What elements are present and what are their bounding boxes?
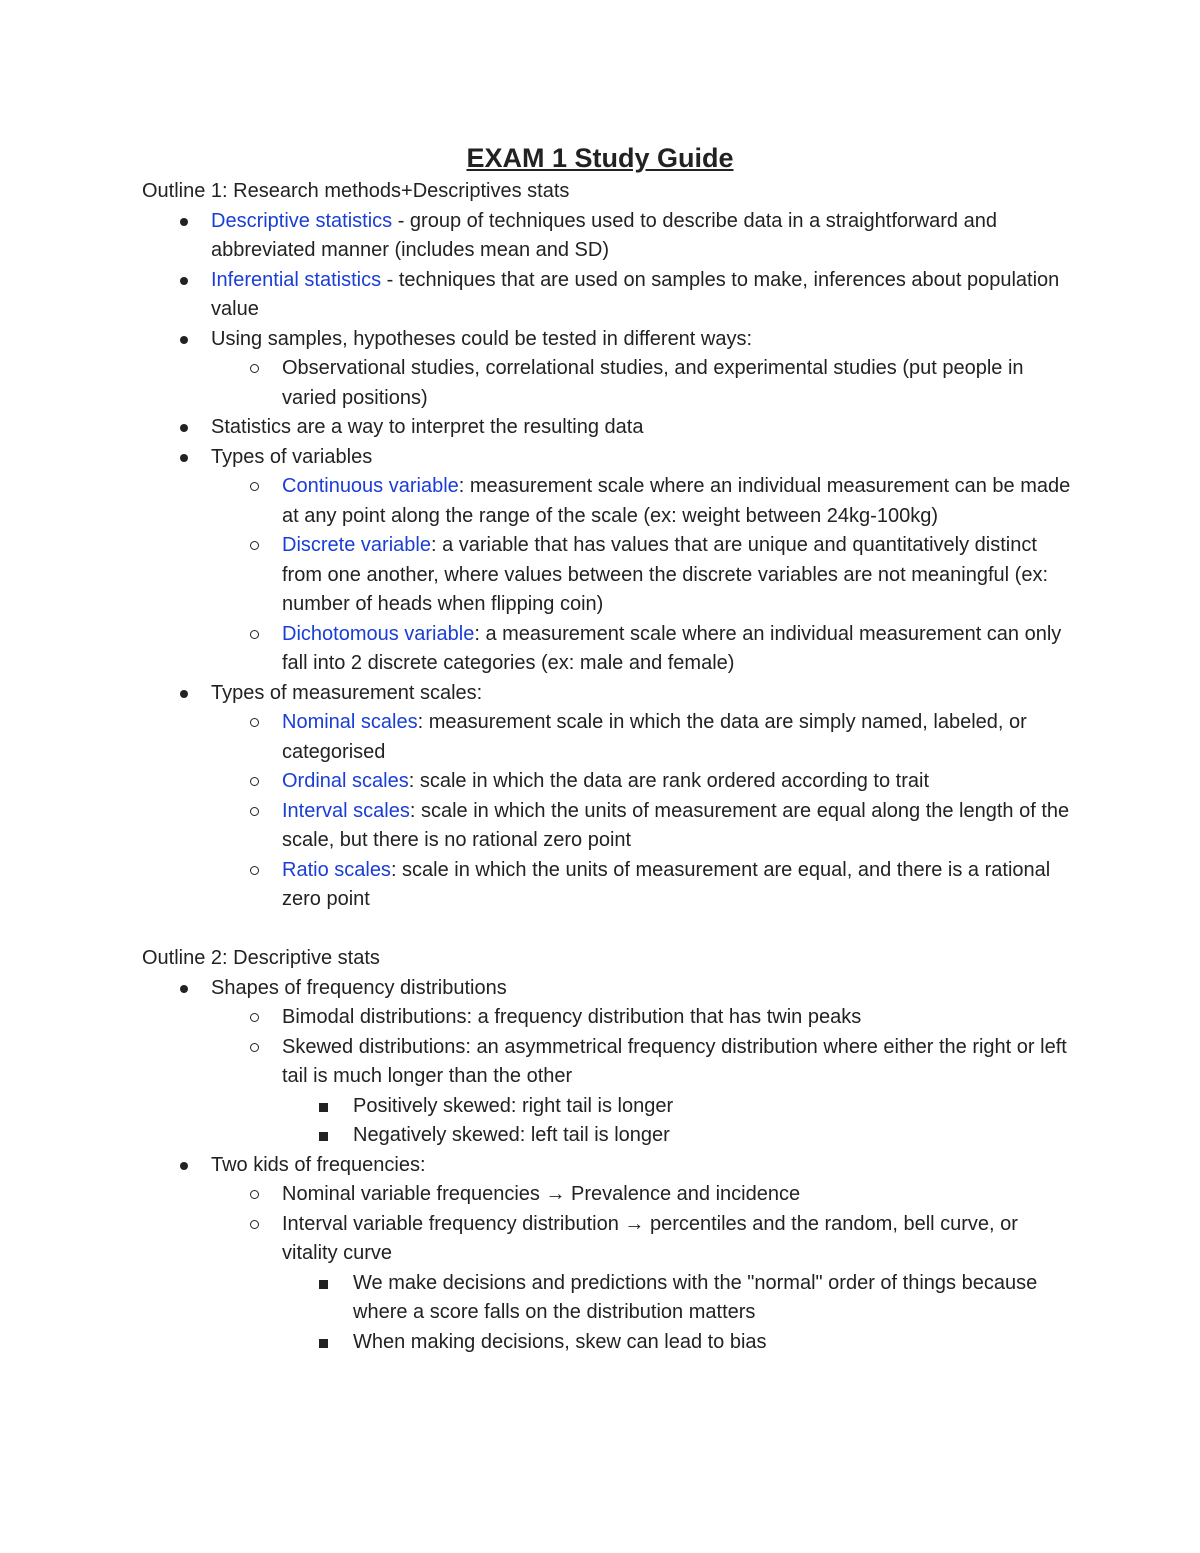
bullet-icon (180, 985, 188, 993)
term-label: Ordinal scales (282, 770, 409, 792)
hollow-bullet-icon (250, 807, 259, 816)
definition-text: : a measurement scale where an individual measurement can only fall into 2 discrete categories (ex: male and female) (282, 622, 1062, 674)
outline-1-list (142, 207, 1072, 915)
item-text: Nominal variable frequencies → Prevalence and incidence (282, 1183, 801, 1205)
item-text: Interval variable frequency distribution → percentiles and the random, bell curve, or vitality curve (282, 1212, 1018, 1264)
document-body (142, 177, 1072, 1357)
item-text: Types of measurement scales: (211, 681, 483, 704)
item-text: Statistics are a way to interpret the resulting data (211, 416, 644, 438)
list-item (142, 708, 1072, 767)
hollow-bullet-icon (250, 1220, 259, 1229)
definition-text: : scale in which the units of measurement are equal, and there is a rational zero point (282, 858, 1051, 910)
bullet-icon (180, 424, 188, 432)
bullet-icon (180, 1162, 188, 1170)
bullet-icon (180, 277, 188, 285)
item-text: Negatively skewed: left tail is longer (353, 1124, 670, 1146)
item-text: Types of variables (211, 445, 373, 468)
square-bullet-icon (319, 1132, 328, 1141)
list-item (142, 620, 1072, 679)
hollow-bullet-icon (250, 630, 259, 639)
item-text: Positively skewed: right tail is longer (353, 1094, 674, 1117)
hollow-bullet-icon (250, 541, 259, 550)
definition-text: - group of techniques used to describe data in a straightforward and abbreviated manner (includes mean and SD) (211, 209, 997, 261)
item-text: When making decisions, skew can lead to bias (353, 1330, 767, 1353)
item-text: Shapes of frequency distributions (211, 976, 507, 999)
list-item (142, 1003, 1072, 1033)
hollow-bullet-icon (250, 364, 259, 373)
hollow-bullet-icon (250, 1013, 259, 1022)
list-item (142, 413, 1072, 443)
term-label: Interval scales (282, 799, 410, 822)
page-title: EXAM 1 Study Guide (466, 143, 734, 173)
hollow-bullet-icon (250, 718, 259, 727)
term-label: Nominal scales (282, 711, 418, 733)
definition-text: : scale in which the units of measurement are equal along the length of the scale, but there is no rational zero point (282, 799, 1070, 851)
definition-text: : scale in which the data are rank ordered according to trait (408, 770, 930, 792)
outline-1-heading: Outline 1: Research methods+Descriptives stats (142, 180, 570, 202)
square-bullet-icon (319, 1339, 328, 1348)
item-text: We make decisions and predictions with the "normal" order of things because where a score falls on the distribution matters (353, 1271, 1038, 1323)
list-item (142, 1151, 1072, 1181)
list-item (142, 1328, 1072, 1358)
item-text: Bimodal distributions: a frequency distribution that has twin peaks (282, 1006, 862, 1028)
list-item (142, 856, 1072, 915)
list-item (142, 1092, 1072, 1122)
hollow-bullet-icon (250, 866, 259, 875)
item-text: Two kids of frequencies: (211, 1153, 426, 1176)
hollow-bullet-icon (250, 1043, 259, 1052)
term-label: Ratio scales (282, 858, 391, 881)
list-item (142, 974, 1072, 1004)
outline-2-list (142, 974, 1072, 1358)
section-spacer (142, 915, 1072, 945)
square-bullet-icon (319, 1103, 328, 1112)
list-item (142, 266, 1072, 325)
list-item (142, 1210, 1072, 1269)
bullet-icon (180, 690, 188, 698)
bullet-icon (180, 336, 188, 344)
hollow-bullet-icon (250, 777, 259, 786)
definition-text: - techniques that are used on samples to make, inferences about population value (211, 268, 1060, 320)
list-item (142, 354, 1072, 413)
term-label: Inferential statistics (211, 268, 382, 291)
term-label: Continuous variable (282, 475, 459, 497)
term-label: Dichotomous variable (282, 622, 475, 645)
list-item (142, 472, 1072, 531)
square-bullet-icon (319, 1280, 328, 1289)
term-label: Descriptive statistics (211, 209, 393, 232)
list-item (142, 325, 1072, 355)
list-item (142, 531, 1072, 620)
list-item (142, 443, 1072, 473)
list-item (142, 1269, 1072, 1328)
outline-2-heading: Outline 2: Descriptive stats (142, 947, 380, 969)
term-label: Discrete variable (282, 534, 431, 556)
definition-text: : measurement scale where an individual measurement can be made at any point along the range of the scale (ex: weight between 24kg-100kg) (282, 475, 1071, 527)
bullet-icon (180, 454, 188, 462)
list-item (142, 1180, 1072, 1210)
item-text: Skewed distributions: an asymmetrical frequency distribution where either the right or left tail is much longer than the other (282, 1035, 1067, 1087)
list-item (142, 679, 1072, 709)
item-text: Using samples, hypotheses could be tested in different ways: (211, 327, 753, 350)
definition-text: : measurement scale in which the data are simply named, labeled, or categorised (282, 711, 1027, 763)
list-item (142, 207, 1072, 266)
hollow-bullet-icon (250, 482, 259, 491)
list-item (142, 797, 1072, 856)
list-item (142, 1033, 1072, 1092)
item-text: Observational studies, correlational studies, and experimental studies (put people in varied positions) (282, 357, 1024, 409)
bullet-icon (180, 218, 188, 226)
definition-text: : a variable that has values that are unique and quantitatively distinct from one another, where values between the discrete variables are not meaningful (ex: number of heads when flipping coin) (282, 534, 1048, 615)
list-item (142, 767, 1072, 797)
list-item (142, 1121, 1072, 1151)
hollow-bullet-icon (250, 1190, 259, 1199)
